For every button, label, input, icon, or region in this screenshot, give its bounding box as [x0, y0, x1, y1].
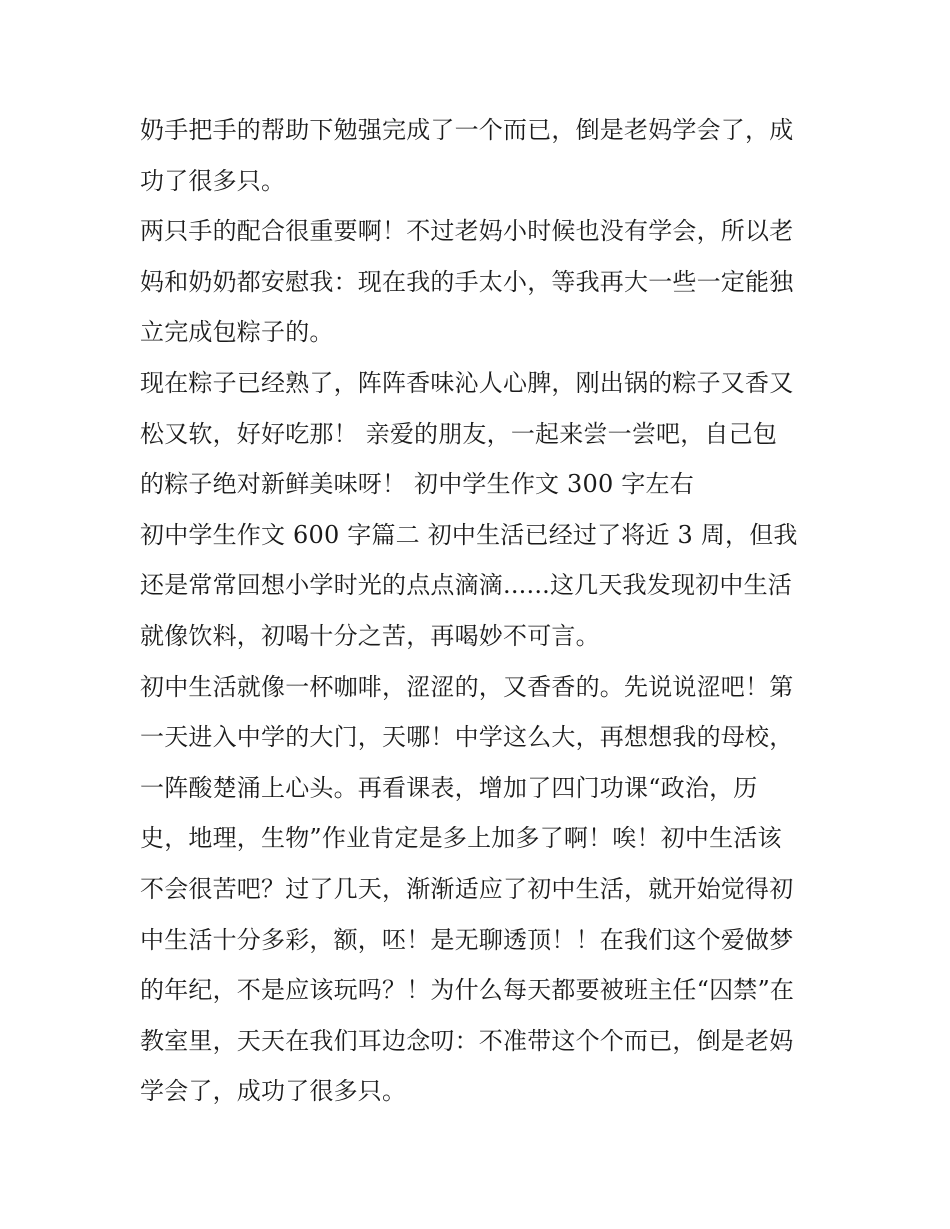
- text-line: 学会了，成功了很多只。: [140, 1077, 407, 1106]
- text-line: 的年纪，不是应该玩吗？！为什么每天都要被班主任“囚禁”在: [140, 976, 795, 1005]
- text-line: 功了很多只。: [140, 166, 286, 195]
- text-line: 初中生活就像一杯咖啡，涩涩的，又香香的。先说说涩吧！第: [140, 672, 794, 701]
- text-line: 奶手把手的帮助下勉强完成了一个而已，倒是老妈学会了，成: [140, 116, 794, 144]
- text-line: 中生活十分多彩，额，呸！是无聊透顶！！在我们这个爱做梦: [140, 925, 794, 954]
- text-line: 还是常常回想小学时光的点点滴滴......这几天我发现初中生活: [140, 571, 792, 600]
- text-line: 史，地理，生物”作业肯定是多上加多了啊！唉！初中生活该: [140, 824, 782, 853]
- text-line: 教室里，天天在我们耳边念叨：不准带这个个而已，倒是老妈: [140, 1026, 794, 1055]
- text-line: 妈和奶奶都安慰我：现在我的手太小，等我再大一些一定能独: [140, 267, 794, 296]
- text-line: 现在粽子已经熟了，阵阵香味沁人心脾，刚出锅的粽子又香又: [140, 368, 794, 397]
- text-line: 松又软，好好吃那！ 亲爱的朋友，一起来尝一尝吧，自己包: [140, 419, 778, 448]
- essay-text-block: [140, 105, 820, 1117]
- text-line: 一天进入中学的大门，天哪！中学这么大，再想想我的母校，: [140, 723, 794, 752]
- text-line: 初中学生作文 600 字篇二 初中生活已经过了将近 3 周，但我: [140, 520, 798, 549]
- text-line: 的粽子绝对新鲜美味呀！ 初中学生作文 300 字左右: [140, 470, 694, 499]
- text-line: 立完成包粽子的。: [140, 318, 334, 347]
- text-line: 不会很苦吧？过了几天，渐渐适应了初中生活，就开始觉得初: [140, 874, 794, 903]
- text-line: 就像饮料，初喝十分之苦，再喝妙不可言。: [140, 621, 600, 650]
- text-line: 两只手的配合很重要啊！不过老妈小时候也没有学会，所以老: [140, 217, 794, 246]
- text-line: 一阵酸楚涌上心头。再看课表，增加了四门功课“政治，历: [140, 773, 758, 802]
